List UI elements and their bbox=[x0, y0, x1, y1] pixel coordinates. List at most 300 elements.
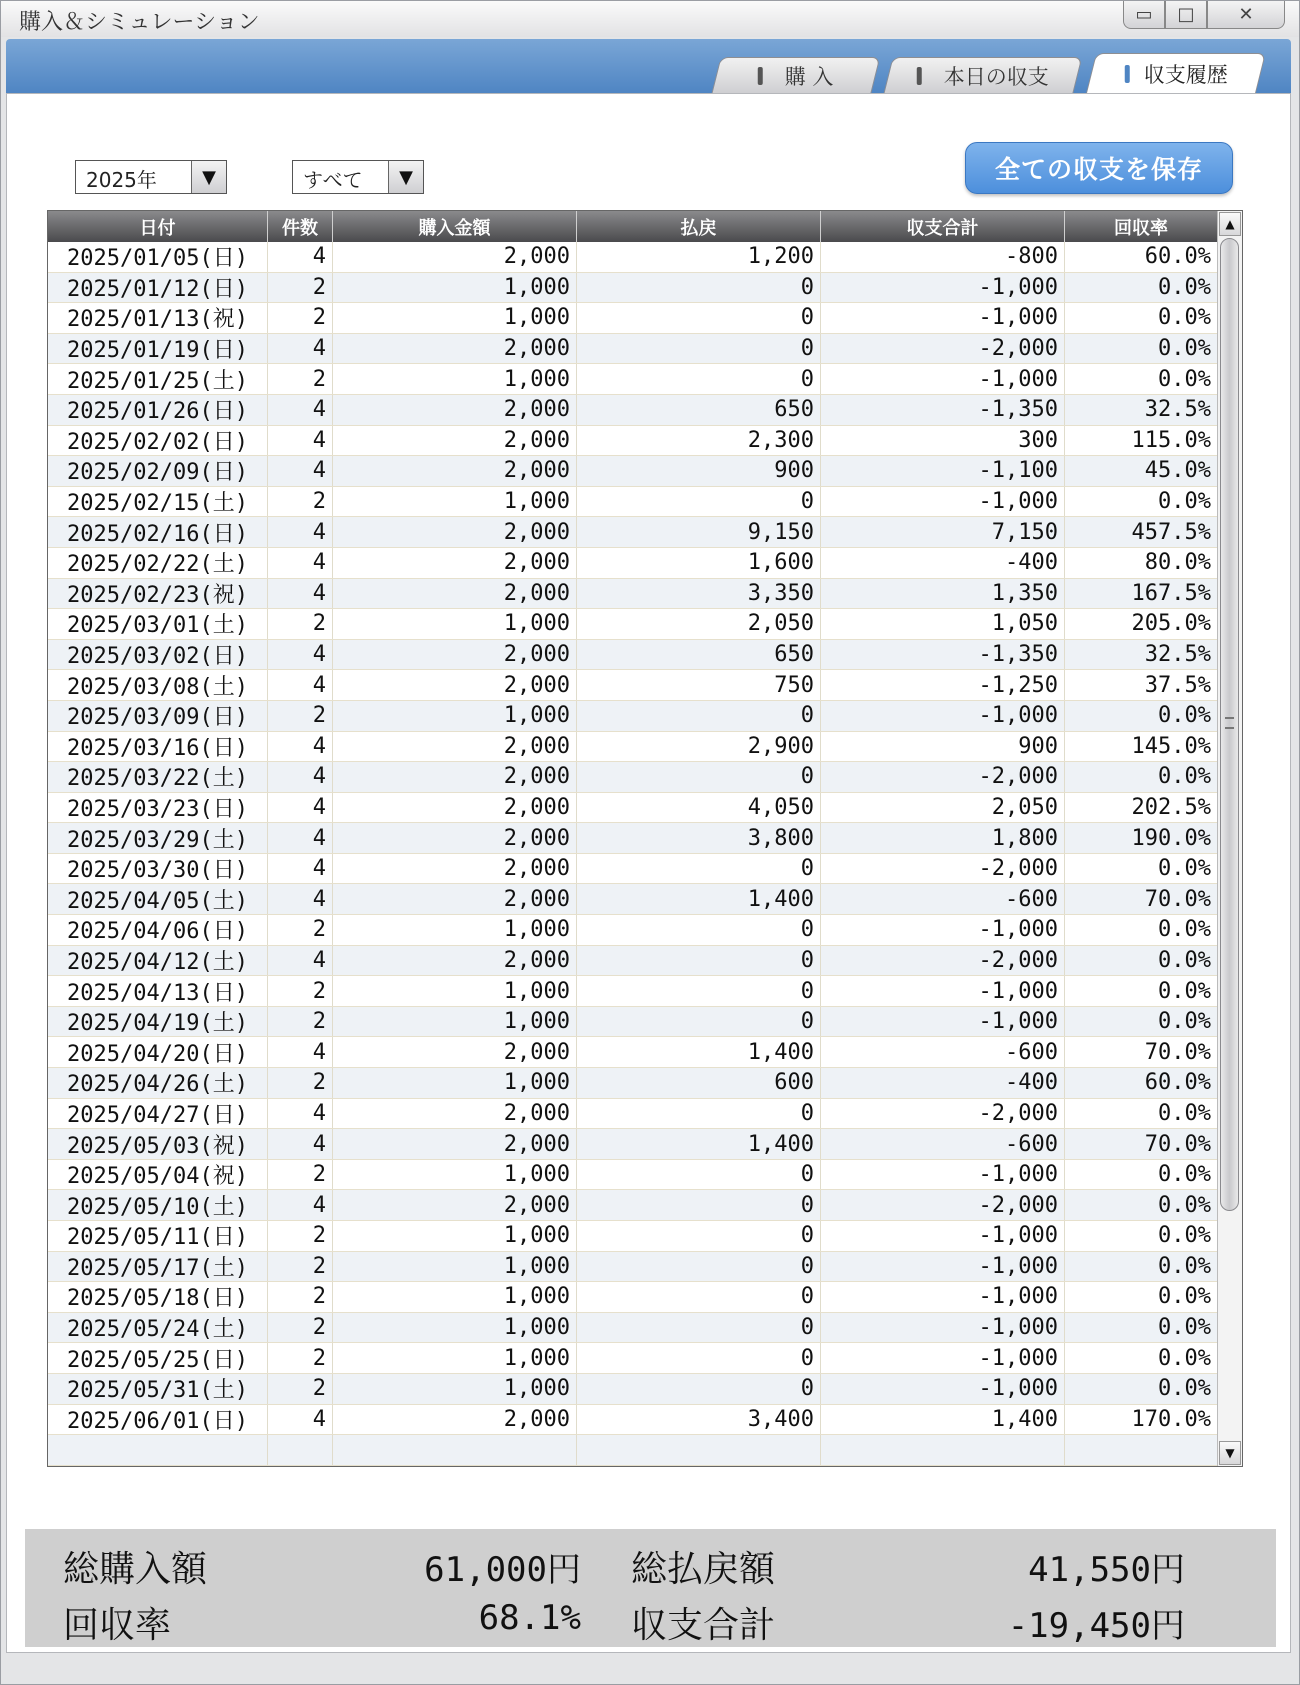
recovery-rate-value: 68.1% bbox=[478, 1598, 581, 1638]
tab-label: 本日の収支 bbox=[943, 64, 1049, 89]
cell-purchase: 2,000 bbox=[333, 242, 577, 272]
column-header-purchase[interactable]: 購入金額 bbox=[333, 211, 577, 242]
cell-balance: -600 bbox=[821, 1129, 1065, 1159]
cell-purchase: 2,000 bbox=[333, 884, 577, 914]
cell-date: 2025/04/19(土) bbox=[48, 1007, 268, 1037]
cell-date: 2025/02/23(祝) bbox=[48, 579, 268, 609]
table-row[interactable] bbox=[48, 1190, 1218, 1221]
cell-purchase: 2,000 bbox=[333, 823, 577, 853]
table-row[interactable] bbox=[48, 1099, 1218, 1130]
cell-count: 2 bbox=[268, 915, 333, 945]
cell-balance: -400 bbox=[821, 1068, 1065, 1098]
cell-count: 4 bbox=[268, 946, 333, 976]
empty-cell bbox=[333, 1435, 577, 1465]
cell-balance: -2,000 bbox=[821, 334, 1065, 364]
table-row[interactable] bbox=[48, 548, 1218, 579]
cell-date: 2025/01/26(日) bbox=[48, 395, 268, 425]
cell-count: 4 bbox=[268, 548, 333, 578]
cell-payout: 2,050 bbox=[577, 609, 821, 639]
cell-count: 4 bbox=[268, 640, 333, 670]
cell-date: 2025/03/30(日) bbox=[48, 854, 268, 884]
cell-purchase: 2,000 bbox=[333, 1037, 577, 1067]
cell-purchase: 1,000 bbox=[333, 1252, 577, 1282]
cell-payout: 1,600 bbox=[577, 548, 821, 578]
history-table bbox=[47, 210, 1243, 1467]
cell-recovery-rate: 60.0% bbox=[1065, 242, 1218, 272]
cell-count: 4 bbox=[268, 793, 333, 823]
cell-purchase: 2,000 bbox=[333, 456, 577, 486]
cell-payout: 1,200 bbox=[577, 242, 821, 272]
cell-recovery-rate: 0.0% bbox=[1065, 1099, 1218, 1129]
table-row[interactable] bbox=[48, 1037, 1218, 1068]
tab-label: 収支履歴 bbox=[1143, 62, 1228, 87]
cell-balance: -1,000 bbox=[821, 701, 1065, 731]
table-row[interactable] bbox=[48, 732, 1218, 763]
cell-payout: 1,400 bbox=[577, 1037, 821, 1067]
cell-payout: 3,800 bbox=[577, 823, 821, 853]
category-select[interactable] bbox=[292, 160, 424, 194]
cell-recovery-rate: 0.0% bbox=[1065, 1343, 1218, 1373]
cell-purchase: 2,000 bbox=[333, 1129, 577, 1159]
balance-total-value: -19,450円 bbox=[1007, 1606, 1185, 1646]
table-row[interactable] bbox=[48, 1007, 1218, 1038]
cell-recovery-rate: 170.0% bbox=[1065, 1405, 1218, 1435]
cell-payout: 0 bbox=[577, 1374, 821, 1404]
cell-date: 2025/01/25(土) bbox=[48, 364, 268, 394]
cell-purchase: 1,000 bbox=[333, 915, 577, 945]
cell-balance: -1,000 bbox=[821, 1343, 1065, 1373]
cell-recovery-rate: 0.0% bbox=[1065, 364, 1218, 394]
cell-balance: 300 bbox=[821, 426, 1065, 456]
tab-balance-history[interactable] bbox=[1086, 53, 1266, 93]
cell-date: 2025/05/10(土) bbox=[48, 1190, 268, 1220]
cell-balance: -1,000 bbox=[821, 1313, 1065, 1343]
cell-balance: -1,000 bbox=[821, 273, 1065, 303]
cell-payout: 3,400 bbox=[577, 1405, 821, 1435]
total-payout-value: 41,550円 bbox=[1028, 1550, 1185, 1590]
table-row[interactable] bbox=[48, 1405, 1218, 1436]
table-row[interactable] bbox=[48, 273, 1218, 304]
cell-recovery-rate: 0.0% bbox=[1065, 1313, 1218, 1343]
cell-payout: 0 bbox=[577, 1160, 821, 1190]
cell-payout: 0 bbox=[577, 1099, 821, 1129]
table-row[interactable] bbox=[48, 1221, 1218, 1252]
cell-payout: 3,350 bbox=[577, 579, 821, 609]
cell-balance: -1,000 bbox=[821, 1160, 1065, 1190]
cell-purchase: 2,000 bbox=[333, 1099, 577, 1129]
table-row[interactable] bbox=[48, 517, 1218, 548]
cell-recovery-rate: 0.0% bbox=[1065, 762, 1218, 792]
cell-payout: 1,400 bbox=[577, 1129, 821, 1159]
cell-purchase: 2,000 bbox=[333, 1405, 577, 1435]
cell-payout: 0 bbox=[577, 334, 821, 364]
table-row[interactable] bbox=[48, 884, 1218, 915]
cell-payout: 650 bbox=[577, 640, 821, 670]
cell-date: 2025/01/12(日) bbox=[48, 273, 268, 303]
cell-payout: 0 bbox=[577, 273, 821, 303]
cell-purchase: 1,000 bbox=[333, 1282, 577, 1312]
cell-date: 2025/02/22(土) bbox=[48, 548, 268, 578]
cell-purchase: 2,000 bbox=[333, 334, 577, 364]
cell-count: 4 bbox=[268, 242, 333, 272]
cell-recovery-rate: 0.0% bbox=[1065, 334, 1218, 364]
cell-purchase: 1,000 bbox=[333, 976, 577, 1006]
cell-payout: 0 bbox=[577, 1282, 821, 1312]
table-row[interactable] bbox=[48, 242, 1218, 273]
cell-purchase: 1,000 bbox=[333, 1374, 577, 1404]
cell-date: 2025/06/01(日) bbox=[48, 1405, 268, 1435]
table-row[interactable] bbox=[48, 793, 1218, 824]
cell-payout: 0 bbox=[577, 1343, 821, 1373]
cell-payout: 0 bbox=[577, 976, 821, 1006]
cell-count: 4 bbox=[268, 884, 333, 914]
cell-recovery-rate: 0.0% bbox=[1065, 1221, 1218, 1251]
cell-recovery-rate: 0.0% bbox=[1065, 303, 1218, 333]
cell-payout: 0 bbox=[577, 1252, 821, 1282]
cell-count: 4 bbox=[268, 1037, 333, 1067]
cell-payout: 750 bbox=[577, 670, 821, 700]
empty-cell bbox=[1065, 1435, 1218, 1465]
cell-purchase: 1,000 bbox=[333, 1221, 577, 1251]
cell-balance: -1,100 bbox=[821, 456, 1065, 486]
empty-cell bbox=[821, 1435, 1065, 1465]
cell-purchase: 1,000 bbox=[333, 487, 577, 517]
cell-date: 2025/05/11(日) bbox=[48, 1221, 268, 1251]
cell-purchase: 1,000 bbox=[333, 303, 577, 333]
table-row[interactable] bbox=[48, 640, 1218, 671]
cell-count: 2 bbox=[268, 1068, 333, 1098]
cell-recovery-rate: 0.0% bbox=[1065, 854, 1218, 884]
table-row[interactable] bbox=[48, 946, 1218, 977]
cell-payout: 2,300 bbox=[577, 426, 821, 456]
cell-count: 2 bbox=[268, 1160, 333, 1190]
cell-purchase: 1,000 bbox=[333, 701, 577, 731]
cell-recovery-rate: 0.0% bbox=[1065, 1374, 1218, 1404]
cell-balance: 1,050 bbox=[821, 609, 1065, 639]
empty-cell bbox=[48, 1435, 268, 1465]
cell-count: 4 bbox=[268, 334, 333, 364]
cell-payout: 0 bbox=[577, 1313, 821, 1343]
cell-payout: 0 bbox=[577, 1007, 821, 1037]
column-header-balance[interactable]: 収支合計 bbox=[821, 211, 1065, 242]
cell-balance: -1,000 bbox=[821, 1374, 1065, 1404]
total-purchase-label: 総購入額 bbox=[63, 1549, 208, 1590]
cell-purchase: 2,000 bbox=[333, 854, 577, 884]
cell-recovery-rate: 205.0% bbox=[1065, 609, 1218, 639]
cell-payout: 0 bbox=[577, 915, 821, 945]
total-purchase-value: 61,000円 bbox=[424, 1550, 581, 1590]
cell-date: 2025/05/25(日) bbox=[48, 1343, 268, 1373]
cell-recovery-rate: 115.0% bbox=[1065, 426, 1218, 456]
table-row[interactable] bbox=[48, 762, 1218, 793]
table-row[interactable] bbox=[48, 670, 1218, 701]
cell-balance: -1,250 bbox=[821, 670, 1065, 700]
cell-purchase: 2,000 bbox=[333, 1190, 577, 1220]
cell-count: 4 bbox=[268, 1190, 333, 1220]
cell-purchase: 2,000 bbox=[333, 732, 577, 762]
cell-count: 2 bbox=[268, 303, 333, 333]
maximize-button[interactable] bbox=[1165, 1, 1207, 29]
cell-date: 2025/03/09(日) bbox=[48, 701, 268, 731]
close-button[interactable] bbox=[1207, 1, 1285, 29]
cell-count: 2 bbox=[268, 1374, 333, 1404]
cell-purchase: 2,000 bbox=[333, 426, 577, 456]
table-row[interactable] bbox=[48, 609, 1218, 640]
cell-recovery-rate: 32.5% bbox=[1065, 640, 1218, 670]
tab-marker-icon bbox=[917, 67, 922, 85]
cell-date: 2025/04/26(土) bbox=[48, 1068, 268, 1098]
cell-count: 2 bbox=[268, 1221, 333, 1251]
cell-count: 2 bbox=[268, 364, 333, 394]
table-row[interactable] bbox=[48, 1313, 1218, 1344]
cell-recovery-rate: 0.0% bbox=[1065, 1160, 1218, 1190]
cell-balance: -800 bbox=[821, 242, 1065, 272]
cell-count: 4 bbox=[268, 395, 333, 425]
cell-balance: -1,350 bbox=[821, 640, 1065, 670]
cell-balance: -1,000 bbox=[821, 1221, 1065, 1251]
cell-purchase: 1,000 bbox=[333, 1343, 577, 1373]
table-row[interactable] bbox=[48, 1068, 1218, 1099]
cell-payout: 600 bbox=[577, 1068, 821, 1098]
table-row[interactable] bbox=[48, 303, 1218, 334]
column-header-recovery-rate[interactable]: 回収率 bbox=[1065, 211, 1218, 242]
cell-purchase: 2,000 bbox=[333, 548, 577, 578]
tab-marker-icon bbox=[1124, 65, 1129, 83]
cell-count: 4 bbox=[268, 854, 333, 884]
cell-purchase: 1,000 bbox=[333, 364, 577, 394]
cell-count: 4 bbox=[268, 1405, 333, 1435]
column-header-date[interactable]: 日付 bbox=[48, 211, 268, 242]
table-row[interactable] bbox=[48, 823, 1218, 854]
cell-count: 2 bbox=[268, 273, 333, 303]
cell-payout: 9,150 bbox=[577, 517, 821, 547]
cell-purchase: 1,000 bbox=[333, 1007, 577, 1037]
cell-payout: 1,400 bbox=[577, 884, 821, 914]
cell-count: 2 bbox=[268, 1007, 333, 1037]
cell-recovery-rate: 167.5% bbox=[1065, 579, 1218, 609]
cell-count: 4 bbox=[268, 1099, 333, 1129]
cell-date: 2025/02/16(日) bbox=[48, 517, 268, 547]
cell-date: 2025/03/08(土) bbox=[48, 670, 268, 700]
cell-purchase: 1,000 bbox=[333, 273, 577, 303]
cell-count: 2 bbox=[268, 701, 333, 731]
tab-marker-icon bbox=[758, 67, 763, 85]
minimize-icon: ▭ bbox=[1135, 4, 1153, 25]
cell-count: 4 bbox=[268, 456, 333, 486]
cell-date: 2025/05/04(祝) bbox=[48, 1160, 268, 1190]
cell-balance: -1,000 bbox=[821, 976, 1065, 1006]
empty-cell bbox=[268, 1435, 333, 1465]
table-row[interactable] bbox=[48, 334, 1218, 365]
cell-count: 4 bbox=[268, 1129, 333, 1159]
cell-count: 4 bbox=[268, 732, 333, 762]
table-row[interactable] bbox=[48, 1129, 1218, 1160]
cell-recovery-rate: 457.5% bbox=[1065, 517, 1218, 547]
cell-purchase: 1,000 bbox=[333, 1313, 577, 1343]
cell-purchase: 1,000 bbox=[333, 1160, 577, 1190]
table-row-empty bbox=[48, 1435, 1218, 1466]
cell-date: 2025/01/05(日) bbox=[48, 242, 268, 272]
cell-purchase: 2,000 bbox=[333, 762, 577, 792]
cell-payout: 0 bbox=[577, 303, 821, 333]
table-row[interactable] bbox=[48, 1343, 1218, 1374]
cell-purchase: 2,000 bbox=[333, 579, 577, 609]
total-payout-label: 総払戻額 bbox=[631, 1549, 776, 1590]
table-row[interactable] bbox=[48, 579, 1218, 610]
cell-date: 2025/04/06(日) bbox=[48, 915, 268, 945]
cell-recovery-rate: 70.0% bbox=[1065, 884, 1218, 914]
cell-date: 2025/03/23(日) bbox=[48, 793, 268, 823]
cell-date: 2025/03/02(日) bbox=[48, 640, 268, 670]
cell-recovery-rate: 0.0% bbox=[1065, 701, 1218, 731]
cell-count: 2 bbox=[268, 1343, 333, 1373]
cell-payout: 650 bbox=[577, 395, 821, 425]
table-row[interactable] bbox=[48, 854, 1218, 885]
table-row[interactable] bbox=[48, 1374, 1218, 1405]
minimize-button[interactable] bbox=[1123, 1, 1165, 29]
cell-payout: 900 bbox=[577, 456, 821, 486]
cell-balance: -2,000 bbox=[821, 1190, 1065, 1220]
cell-purchase: 2,000 bbox=[333, 946, 577, 976]
table-row[interactable] bbox=[48, 364, 1218, 395]
scroll-up-icon[interactable]: ▲ bbox=[1219, 212, 1241, 236]
cell-balance: 1,400 bbox=[821, 1405, 1065, 1435]
cell-recovery-rate: 0.0% bbox=[1065, 1190, 1218, 1220]
column-header-count[interactable]: 件数 bbox=[268, 211, 333, 242]
grip-icon bbox=[1225, 717, 1234, 729]
cell-payout: 2,900 bbox=[577, 732, 821, 762]
cell-balance: -1,350 bbox=[821, 395, 1065, 425]
table-row[interactable] bbox=[48, 915, 1218, 946]
cell-count: 4 bbox=[268, 517, 333, 547]
cell-balance: -1,000 bbox=[821, 1007, 1065, 1037]
cell-payout: 4,050 bbox=[577, 793, 821, 823]
table-row[interactable] bbox=[48, 456, 1218, 487]
cell-balance: -1,000 bbox=[821, 1252, 1065, 1282]
cell-recovery-rate: 0.0% bbox=[1065, 915, 1218, 945]
cell-date: 2025/01/19(日) bbox=[48, 334, 268, 364]
cell-date: 2025/05/03(祝) bbox=[48, 1129, 268, 1159]
table-row[interactable] bbox=[48, 976, 1218, 1007]
cell-purchase: 2,000 bbox=[333, 517, 577, 547]
cell-balance: -1,000 bbox=[821, 303, 1065, 333]
cell-recovery-rate: 60.0% bbox=[1065, 1068, 1218, 1098]
title-bar bbox=[1, 1, 1299, 37]
cell-balance: 7,150 bbox=[821, 517, 1065, 547]
cell-payout: 0 bbox=[577, 701, 821, 731]
cell-date: 2025/05/24(土) bbox=[48, 1313, 268, 1343]
cell-count: 4 bbox=[268, 426, 333, 456]
tab-purchase[interactable] bbox=[712, 57, 881, 93]
maximize-icon: □ bbox=[1177, 4, 1195, 25]
cell-balance: -400 bbox=[821, 548, 1065, 578]
dropdown-arrow-icon[interactable]: ▼ bbox=[191, 161, 226, 193]
table-row[interactable] bbox=[48, 395, 1218, 426]
cell-recovery-rate: 0.0% bbox=[1065, 273, 1218, 303]
cell-date: 2025/05/18(日) bbox=[48, 1282, 268, 1312]
close-icon: ✕ bbox=[1238, 4, 1254, 25]
cell-count: 2 bbox=[268, 1252, 333, 1282]
cell-date: 2025/04/12(土) bbox=[48, 946, 268, 976]
cell-balance: -2,000 bbox=[821, 946, 1065, 976]
table-row[interactable] bbox=[48, 487, 1218, 518]
cell-count: 4 bbox=[268, 762, 333, 792]
cell-date: 2025/02/09(日) bbox=[48, 456, 268, 486]
cell-date: 2025/05/31(土) bbox=[48, 1374, 268, 1404]
year-select[interactable] bbox=[75, 160, 227, 194]
cell-balance: -1,000 bbox=[821, 487, 1065, 517]
cell-recovery-rate: 32.5% bbox=[1065, 395, 1218, 425]
tab-label: 購 入 bbox=[785, 64, 834, 89]
cell-count: 4 bbox=[268, 823, 333, 853]
cell-date: 2025/03/29(土) bbox=[48, 823, 268, 853]
cell-recovery-rate: 0.0% bbox=[1065, 1282, 1218, 1312]
cell-purchase: 2,000 bbox=[333, 395, 577, 425]
cell-recovery-rate: 202.5% bbox=[1065, 793, 1218, 823]
save-all-button[interactable]: 全ての収支を保存 bbox=[965, 142, 1233, 194]
cell-balance: -2,000 bbox=[821, 762, 1065, 792]
table-row[interactable] bbox=[48, 1252, 1218, 1283]
tab-bar bbox=[6, 39, 1291, 93]
cell-date: 2025/03/16(日) bbox=[48, 732, 268, 762]
cell-count: 4 bbox=[268, 670, 333, 700]
cell-recovery-rate: 0.0% bbox=[1065, 946, 1218, 976]
table-row[interactable] bbox=[48, 1160, 1218, 1191]
cell-balance: 2,050 bbox=[821, 793, 1065, 823]
year-select-value: 2025年 bbox=[86, 168, 157, 192]
table-row[interactable] bbox=[48, 1282, 1218, 1313]
cell-balance: -1,000 bbox=[821, 915, 1065, 945]
cell-date: 2025/04/27(日) bbox=[48, 1099, 268, 1129]
cell-balance: -2,000 bbox=[821, 1099, 1065, 1129]
cell-recovery-rate: 0.0% bbox=[1065, 976, 1218, 1006]
cell-purchase: 2,000 bbox=[333, 670, 577, 700]
column-header-payout[interactable]: 払戻 bbox=[577, 211, 821, 242]
cell-date: 2025/04/20(日) bbox=[48, 1037, 268, 1067]
category-select-value: すべて bbox=[303, 168, 363, 192]
cell-purchase: 1,000 bbox=[333, 1068, 577, 1098]
table-row[interactable] bbox=[48, 701, 1218, 732]
table-row[interactable] bbox=[48, 426, 1218, 457]
empty-cell bbox=[577, 1435, 821, 1465]
cell-balance: -600 bbox=[821, 884, 1065, 914]
cell-date: 2025/01/13(祝) bbox=[48, 303, 268, 333]
cell-recovery-rate: 45.0% bbox=[1065, 456, 1218, 486]
vertical-scrollbar[interactable] bbox=[1217, 211, 1242, 1466]
cell-payout: 0 bbox=[577, 487, 821, 517]
cell-payout: 0 bbox=[577, 1221, 821, 1251]
cell-date: 2025/03/22(土) bbox=[48, 762, 268, 792]
scroll-down-icon[interactable]: ▼ bbox=[1219, 1441, 1241, 1465]
cell-recovery-rate: 37.5% bbox=[1065, 670, 1218, 700]
cell-balance: -1,000 bbox=[821, 364, 1065, 394]
cell-count: 2 bbox=[268, 1313, 333, 1343]
cell-balance: -1,000 bbox=[821, 1282, 1065, 1312]
cell-purchase: 2,000 bbox=[333, 640, 577, 670]
cell-date: 2025/05/17(土) bbox=[48, 1252, 268, 1282]
cell-date: 2025/02/02(日) bbox=[48, 426, 268, 456]
cell-count: 2 bbox=[268, 976, 333, 1006]
tab-today-balance[interactable] bbox=[884, 57, 1083, 93]
cell-recovery-rate: 0.0% bbox=[1065, 1007, 1218, 1037]
scroll-thumb[interactable] bbox=[1220, 238, 1239, 1211]
cell-date: 2025/04/05(土) bbox=[48, 884, 268, 914]
cell-recovery-rate: 70.0% bbox=[1065, 1129, 1218, 1159]
cell-recovery-rate: 0.0% bbox=[1065, 487, 1218, 517]
cell-payout: 0 bbox=[577, 946, 821, 976]
cell-balance: -2,000 bbox=[821, 854, 1065, 884]
dropdown-arrow-icon[interactable]: ▼ bbox=[388, 161, 423, 193]
